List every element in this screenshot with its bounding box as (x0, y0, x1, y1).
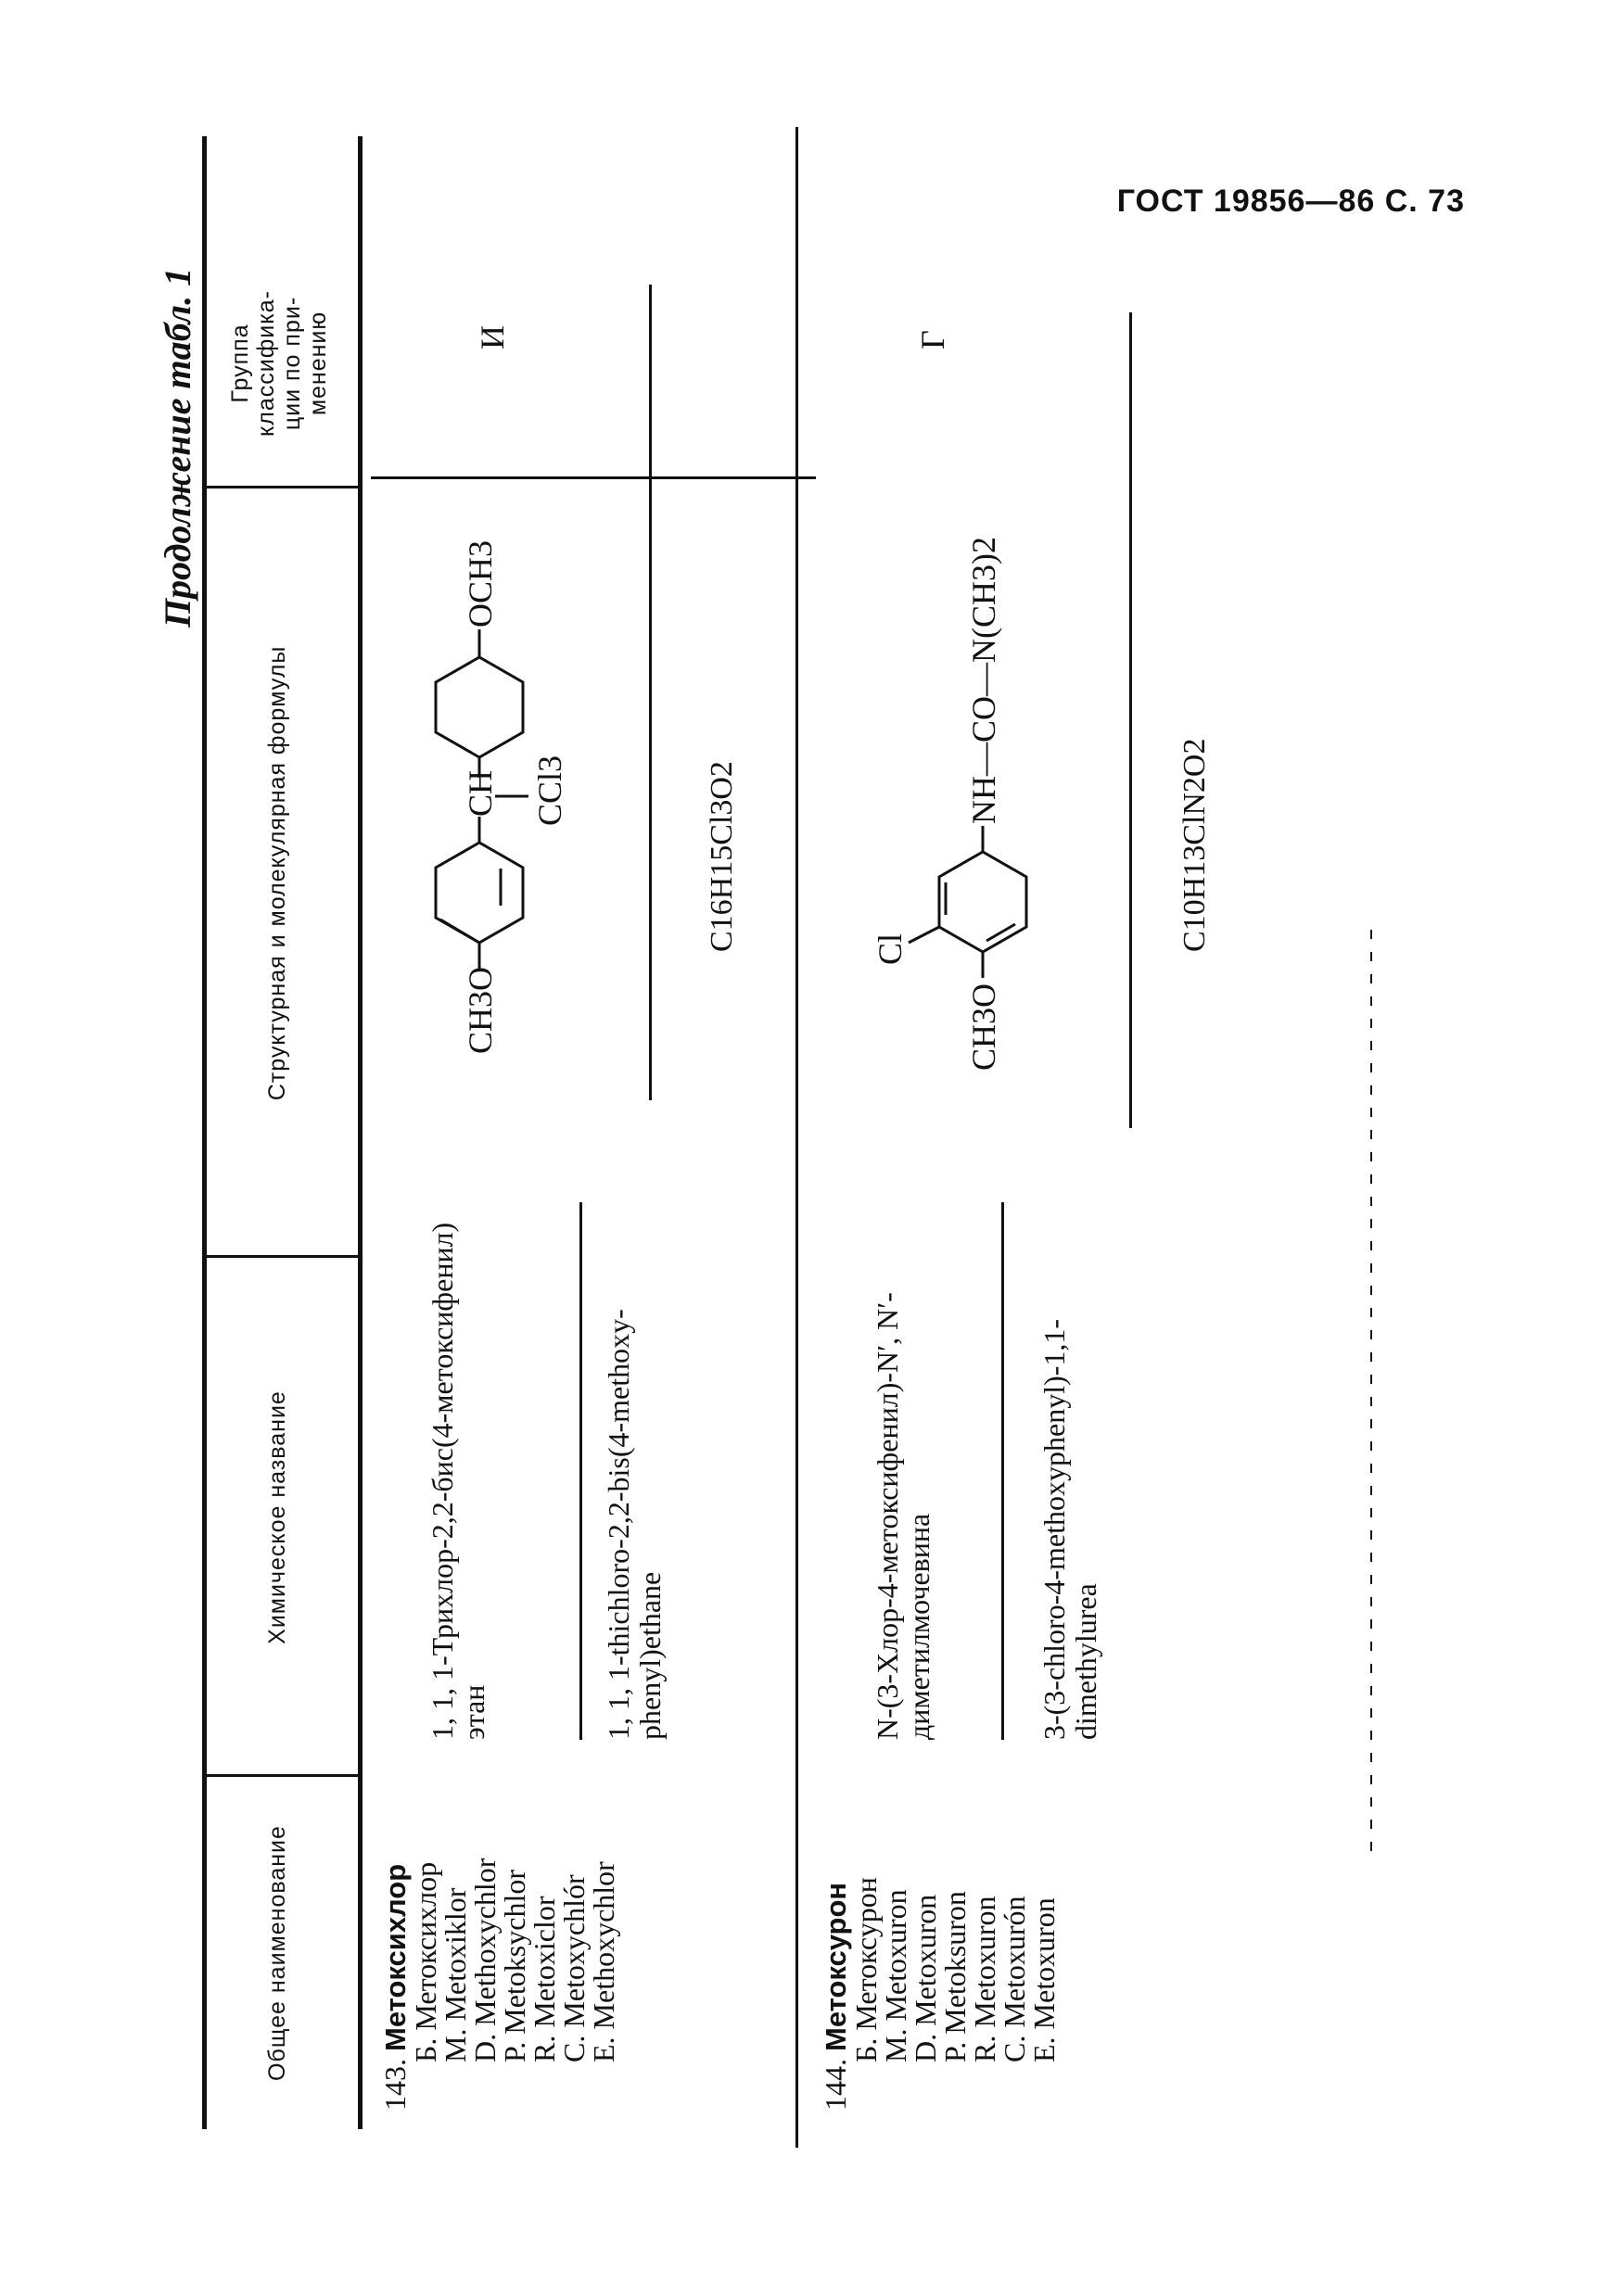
synonym: Е. Methoxychlor (587, 1861, 620, 2062)
label-ch: CH (462, 769, 499, 817)
bottom-dashed-rule (1370, 924, 1372, 1851)
ring-left-double-bond-b (440, 920, 479, 943)
table-top-rule (202, 136, 207, 2129)
entry-143-molecular-formula: C16H15Cl3O2 (705, 761, 739, 952)
label-ch3o: CH3O (965, 983, 1002, 1071)
header-bottom-rule (358, 136, 363, 2129)
entry-144-chem-name-ru: N-(3-Хлор-4-метоксифенил)-N′, N′-диметилмочевина (871, 1292, 935, 1740)
synonym: D. Methoxychlor (468, 1858, 502, 2062)
synonym: М. Metoxiklor (439, 1887, 472, 2062)
entry-143-chem-name-en: 1, 1, 1-thichloro-2,2-bis(4-methoxy-phenyl)ethane (602, 1309, 667, 1740)
synonym: P. Metoksuron (938, 1891, 972, 2062)
ring-double-bond-a (986, 924, 1015, 941)
entry-144-group: Г (914, 330, 951, 349)
header-divider-3 (204, 486, 360, 488)
entry-144-name-divider (1001, 1202, 1004, 1740)
label-och3: OCH3 (462, 539, 499, 628)
entry-143-structure (371, 488, 640, 1230)
table-caption: Продолжение табл. 1 (157, 267, 198, 628)
entry-143-synonyms (411, 1721, 618, 2062)
col-header-common-name: Общее наименование (264, 1825, 290, 2081)
entry-144-molecular-formula: C10H13ClN2O2 (1177, 738, 1212, 952)
entry-143-name-divider (579, 1202, 582, 1740)
label-cl: Cl (872, 932, 909, 965)
label-urea-chain: NH—CO—N(CH3)2 (965, 537, 1002, 824)
entry-144-chem-name-en: 3-(3-chloro-4-methoxyphenyl)-1,1-dimethylurea (1037, 1318, 1102, 1740)
header-divider-1 (204, 1774, 360, 1777)
entry-143-number: 143. (378, 2059, 412, 2111)
entry-143-chem-name-ru: 1, 1, 1-Трихлор-2,2-бис(4-метоксифенил) этан (426, 1222, 490, 1740)
col-header-chemical-name: Химическое название (264, 1390, 290, 1644)
entry-143-group-divider (371, 476, 816, 479)
col-header-formula: Структурная и молекулярная формулы (264, 645, 290, 1101)
synonym: Б. Метоксурон (849, 1877, 883, 2062)
label-ch3o: CH3O (462, 966, 499, 1054)
synonym: P. Metoksychlor (498, 1870, 531, 2062)
entry-143-common-name (380, 1721, 618, 2111)
entry-144-synonyms (851, 1721, 1059, 2062)
synonym: Е. Metoxuron (1027, 1897, 1061, 2062)
header-divider-2 (204, 1255, 360, 1258)
entry-143-group: И (474, 325, 511, 349)
benzene-ring-left (436, 843, 523, 943)
synonym: С. Metoxurón (998, 1896, 1031, 2062)
entry-144-number: 144. (819, 2059, 852, 2111)
synonym: D. Metoxuron (909, 1894, 942, 2062)
entry-separator (795, 127, 798, 2148)
bond-cl (909, 927, 939, 943)
entry-144-common-name (821, 1721, 1059, 2111)
label-ccl3: CCl3 (531, 755, 568, 826)
synonym: R. Metoxiclor (528, 1896, 561, 2062)
entry-143-title: Метоксихлор (379, 1863, 412, 2051)
synonym: R. Metoxuron (968, 1896, 1001, 2062)
synonym: М. Metoxuron (879, 1889, 912, 2062)
benzene-ring (939, 852, 1026, 952)
entry-144-structure (862, 488, 1131, 1230)
entry-143-formula-divider (649, 285, 652, 1100)
entry-144-title: Метоксурон (820, 1882, 852, 2051)
col-header-group: Группа классифика- ции по при- менению (227, 290, 331, 437)
page-header: ГОСТ 19856—86 С. 73 (1116, 184, 1465, 219)
synonym: С. Metoxychlór (557, 1874, 591, 2062)
benzene-ring-right (436, 657, 523, 757)
synonym: Б. Метоксихлор (409, 1861, 442, 2062)
